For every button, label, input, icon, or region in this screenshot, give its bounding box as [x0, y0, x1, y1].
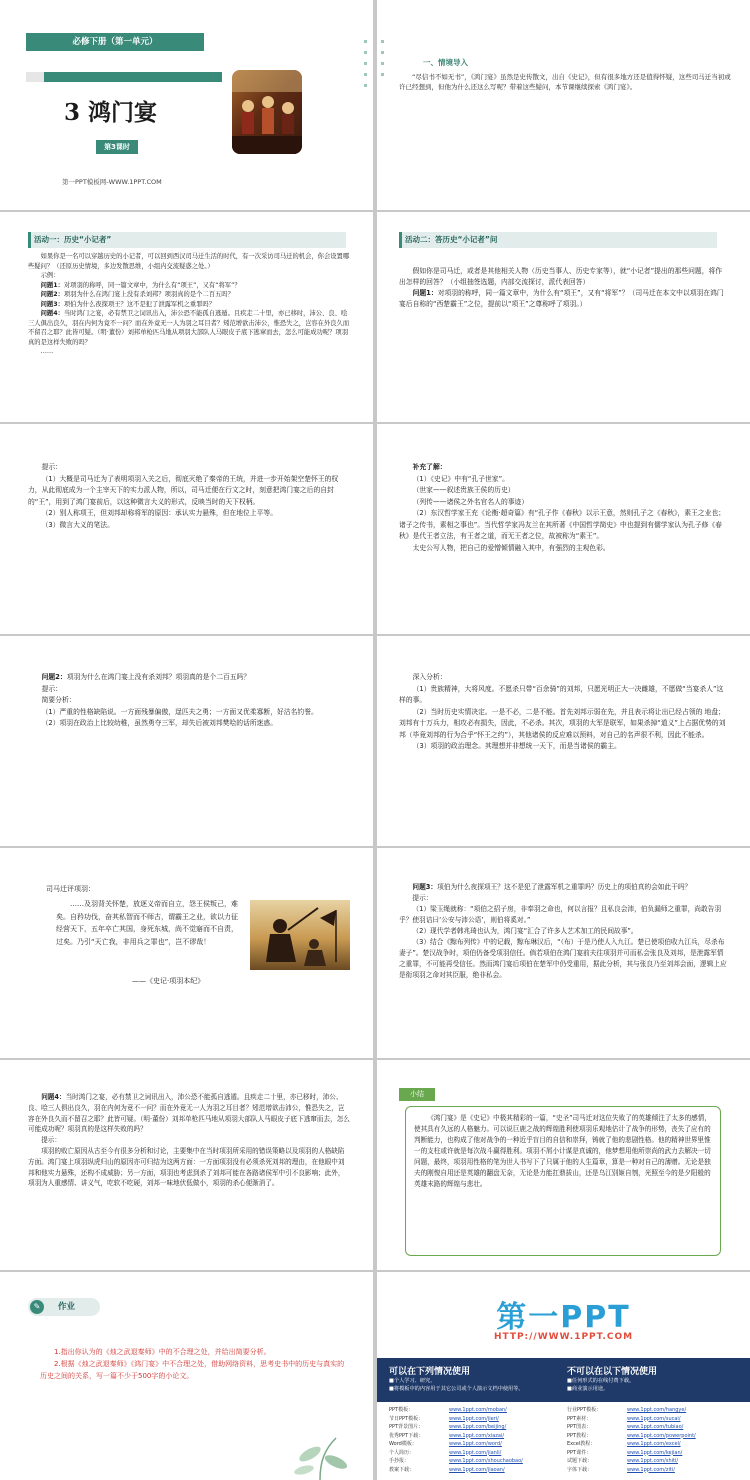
link-label: 字体下载：: [567, 1466, 593, 1473]
homework-icon: ✎: [30, 1300, 44, 1314]
link-label: PPT模板：: [389, 1407, 414, 1413]
links-right-column: [567, 1406, 737, 1474]
link-url[interactable]: www.1ppt.com/xiazai/: [449, 1432, 505, 1439]
slide-question-3: [377, 848, 750, 1058]
left-accent-dots: [381, 40, 384, 160]
supplement-line-3: （列传——诸侯之外名官名人的事迹）: [412, 497, 529, 506]
link-row: [567, 1415, 737, 1424]
hint-point-2: （2）别人称项王，但刘邦却称将军的原因：承认实力悬殊，但在地位上平等。: [41, 509, 278, 517]
link-url[interactable]: www.1ppt.com/shouchaobao/: [449, 1458, 523, 1464]
comment-title: 司马迁评项羽：: [46, 885, 95, 893]
homework-tag: [28, 1298, 100, 1316]
slide-deep-analysis: [377, 636, 750, 846]
hint-point-2: （2）现代学者韩兆琦也认为，鸿门宴“汇合了许多人艺术加工的民间故事”。: [412, 927, 638, 935]
link-url[interactable]: www.1ppt.com/jieri/: [449, 1415, 499, 1422]
activity-header: 活动一：历史“小记者”: [28, 232, 346, 248]
link-row: [567, 1423, 737, 1432]
link-row: [567, 1440, 737, 1449]
answer-paragraph: 项羽的败亡原因从古至今有很多分析和讨论，主要集中在当时项羽所采用的错误策略以及项羽的人格缺陷方面。鸿门宴上项羽纵虎归山的原因亦可归结为这两方面：一方面项羽没有必须杀死刘邦的理由，在他眼中刘邦和他实力悬殊，还构不成威胁；另一方面，项羽也考虑到杀了刘邦可能在各路诸侯军中引不良影响；此外，项羽为人重感情、讲义气，吃软不吃硬，刘邦一味地伏低做小，项羽的杀心便渐消了。: [28, 1146, 345, 1188]
ellipsis: ……: [40, 348, 54, 355]
example-label: 示例：: [40, 272, 60, 279]
hint-body: [28, 462, 351, 531]
slide-question-4: [0, 1060, 373, 1270]
forbidden-column: [567, 1364, 737, 1393]
link-label: PPT课件：: [567, 1449, 592, 1456]
hint-label: 提示：: [41, 1136, 61, 1145]
hint-point-3: （3）微言大义的笔法。: [41, 520, 114, 529]
comment-quote: ……及羽背关怀楚，放逐义帝而自立，怨王侯叛己，难矣。自矜功伐，奋其私智而不师古，谓霸王之业，欲以力征经营天下，五年卒亡其国，身死东城，尚不觉寤而不自责，过矣。乃引“天亡我，非用兵之罪也”，岂不谬哉！: [56, 900, 238, 946]
warrior-silhouette-icon: [250, 900, 350, 970]
hint-label: 提示：: [412, 894, 433, 902]
allowed-item-1: ■个人学习、研究。: [389, 1378, 436, 1384]
hint-point-1: （1）大概是司马迁为了表明项羽入关之后，彻底灭绝了秦帝的王统，并进一步开始架空楚怀王的权力，从此彻底成为一个主宰天下的实力派人物，所以，司马迁便在行文之时，刻意把鸿门宴之后的自封的“王”，用到了鸿门宴前后，以这种微言大义的形式，反映当时的天下权柄。: [28, 474, 339, 506]
side-dots: [364, 40, 368, 160]
link-row: [389, 1457, 559, 1466]
slide-homework: [0, 1272, 373, 1480]
link-label: 教案下载：: [389, 1466, 415, 1473]
banquet-figures-icon: [232, 70, 302, 154]
link-row: [389, 1440, 559, 1449]
slide-intro: [377, 0, 750, 210]
allowed-item-2: ■将模板中的内容用于其它公司或个人演示文档中使用等。: [389, 1386, 524, 1392]
hint-label: 提示：: [41, 684, 62, 693]
link-url[interactable]: www.1ppt.com/hangye/: [627, 1407, 687, 1413]
deep-point-2: （2）当时历史实情决定。一是不必，二是不能。首先刘邦示弱在先，并且表示将让出已经占领的 地盘；刘邦有十万兵力，相攻必有损失，因此，不必杀。其次，项羽的大军是联军，如果杀掉“道义”上占据优势的刘邦（毕竟刘邦的行为合乎“怀王之约”），其他诸侯的反应难以预料，对自己的名声很不利，因此不能杀。: [399, 707, 726, 739]
intro-text: “尽信书不如无书”，《鸿门宴》虽然是史传散文，出自《史记》，但有很多地方还是值得怀疑，这些司马迁当初或许已经想到，但他为什么还这么写呢？带着这些疑问，本节课继续探索《鸿门宴》。: [399, 73, 731, 91]
question-3-body: [399, 882, 728, 981]
hint-point-3: （3）结合《黥布列传》中的记载，黥布琳汉后，“（布）于是乃使人入九江。楚已使项伯收九江兵，尽杀布妻子”。楚汉战争时，项伯仍备受项羽信任。倘若项伯在鸿门宴前夫往项羽并可而私会张良及刘邦，是泄露军情之重罪，不可能再受信任。然而鸿门宴后项伯在楚军中仍受重用，据此分析，其与张良乃至刘邦会面，逻辑上应是衔项羽之命对其臣服，绝非私会。: [399, 938, 727, 979]
cover-painting: [232, 70, 302, 154]
deep-point-1: （1）贵族精神，大将风度。不愿杀只带“百余骑”的刘邦，只愿光明正大一决雌雄，不愿做“当宴杀人”这样的事。: [399, 684, 724, 704]
plant-decoration: [280, 1432, 360, 1480]
hint-label: 提示：: [41, 463, 62, 471]
slide-sima-qian-comment: [0, 848, 373, 1058]
link-row: [389, 1449, 559, 1458]
allowed-column: [389, 1364, 559, 1393]
links-left-column: [389, 1406, 559, 1474]
deep-analysis-body: [399, 672, 728, 753]
slide-license: [377, 1272, 750, 1480]
supplement-body: [399, 462, 728, 554]
link-url[interactable]: www.1ppt.com/jiaoan/: [449, 1466, 505, 1473]
link-label: 个人简历：: [389, 1449, 415, 1456]
answer-1: 问题1：对项羽的称呼，同一篇文章中，为什么有“项王”，又有“将军”？（司马迁在本文中以项羽在鸿门宴后自称的“西楚霸王”之位，提前以“项王”之尊称呼了项羽。）: [399, 289, 724, 308]
link-url[interactable]: www.1ppt.com/kejian/: [627, 1449, 683, 1456]
summary-box: [405, 1106, 721, 1256]
analysis-label: 简要分析：: [41, 696, 76, 704]
volume-banner: 必修下册（第一单元）: [26, 33, 204, 51]
link-label: 手抄报：: [389, 1458, 410, 1464]
question-1: 问题1：对项羽的称呼，同一篇文章中，为什么有“项王”，又有“将军”？: [40, 281, 241, 289]
section-title: 一、情境导入: [423, 58, 468, 67]
slide-summary: [377, 1060, 750, 1270]
homework-item-1: 1.指出你认为的《烛之武退秦师》中的不合理之处，并给出简要分析。: [54, 1348, 271, 1356]
link-url[interactable]: www.1ppt.com/ziti/: [627, 1466, 675, 1473]
link-row: [567, 1449, 737, 1458]
intro-paragraph: 假如你是司马迁，或者是其他相关人物（历史当事人、历史专家等），就“小记者”提出的那些问题，将作出怎样的回答？（小组抽签选题，内部交流探讨，派代表回答）: [399, 267, 723, 286]
links-area: [377, 1402, 750, 1480]
link-label: Word模板：: [389, 1441, 417, 1447]
slide-cover: [0, 0, 373, 210]
question-2: 问题2：项羽为什么在鸿门宴上没有杀刘邦？项羽真的是个二百五吗？: [40, 291, 234, 298]
slide-question-2: [0, 636, 373, 846]
link-label: 试题下载：: [567, 1458, 593, 1464]
link-label: 优秀PPT下载：: [389, 1432, 424, 1439]
question-3: 问题3：项伯为什么夜探项王？这不是犯了泄露军机之重罪吗？: [40, 300, 215, 308]
leaf-icon: [280, 1432, 360, 1480]
link-row: [567, 1466, 737, 1475]
homework-label: 作业: [58, 1302, 76, 1312]
supplement-title: 补充了解：: [412, 463, 447, 471]
link-url[interactable]: www.1ppt.com/tubiao/: [627, 1424, 684, 1430]
link-row: [389, 1406, 559, 1415]
slide-supplement: [377, 424, 750, 634]
summary-tag: 小结: [399, 1088, 435, 1101]
summary-text: 《鸿门宴》是《史记》中极其精彩的一篇，“史圣”司马迁对这位失败了的英雄倾注了太多的感情，使其具有久远的人格魅力。可以说巨鹿之战的辉煌胜利使项羽乐观地估计了战争的形势，丧失了应有的判断能力，也构成了他对战争的一种近乎盲目的自信和崇拜，铸就了他的悲剧性格。他的精神世界里惟一的支柱或许就是每次战斗赢得胜利。项羽不屑小计谋是真诚的，他梦想用他所崇尚的武力去解决一切问题，最终，项羽用性格的笔为世人书写下了只属于他的人生篇章，算是一种对自己的薄赠。无论是独夫的刚愎自用还是英雄的翻盘无奈，无论是力能扛鼎拔山，还是乌江别姬自刎，光照至今的是夕阳般的英雄末路的辉煌与悲壮。: [414, 1114, 711, 1188]
link-row: [567, 1406, 737, 1415]
intro-paragraph: 如果你是一名可以穿越历史的小记者，可以回到西汉司马迁生活的时代，有一次采访司马迁的机会，你会设置哪些疑问？（还原历史情境，多边发散思维，小组内交流疑惑之处。）: [28, 253, 350, 270]
activity-2-body: [399, 266, 728, 310]
supplement-line-5: 太史公写人物，把自己的爱憎倾情融入其中，有强烈的主观色彩。: [412, 543, 610, 552]
analysis-point-1: （1）严重的性格缺陷说。一方面残暴偏傲，逞匹夫之勇；一方面又优柔寡断，好沽名钓誉。: [41, 707, 318, 716]
link-row: [389, 1423, 559, 1432]
forbidden-item-1: ■任何形式的在线付费下载。: [567, 1378, 635, 1384]
supplement-line-2: （世家——叙述贵族王侯的历史）: [412, 486, 515, 494]
link-row: [389, 1466, 559, 1475]
link-row: [389, 1415, 559, 1424]
forbidden-item-2: ■商业演示用途。: [567, 1386, 609, 1392]
battle-painting: [250, 900, 350, 970]
homework-list: [40, 1346, 351, 1382]
link-url[interactable]: www.1ppt.com/shiti/: [627, 1458, 679, 1464]
analysis-point-2: （2）项羽在政治上比较幼稚，虽然勇夺三军，却失后被刘邦樊哙的话所迷惑。: [41, 719, 278, 727]
link-label: PPT图表：: [567, 1424, 592, 1430]
link-row: [389, 1432, 559, 1441]
homework-item-2: 2.根据《烛之武退秦师》《鸿门宴》中不合理之处，借助网络资料，思考史书中的历史与真实的历史之间的关系，写一篇不少于500字的小论文。: [40, 1360, 345, 1380]
site-logo: 第一PPT: [496, 1300, 631, 1335]
link-row: [567, 1432, 737, 1441]
green-ribbon: [26, 72, 222, 82]
lesson-title: 3 鸿门宴: [64, 99, 158, 126]
site-url: HTTP://WWW.1PPT.COM: [493, 1332, 634, 1342]
slide-activity-2: [377, 212, 750, 422]
link-url[interactable]: www.1ppt.com/sucai/: [627, 1415, 681, 1422]
link-url[interactable]: www.1ppt.com/powerpoint/: [627, 1432, 696, 1439]
forbidden-title: 不可以在以下情况使用: [567, 1367, 658, 1377]
link-label: 节日PPT模板：: [389, 1415, 424, 1422]
comment-source: ——《史记·项羽本纪》: [132, 977, 205, 985]
hint-point-1: （1）梁玉绳就称：“项伯之招子房，非奉羽之命也，何以言报？且私良会沛，伯负漏师之重罪，尚敢告羽乎？使羽诘曰‘公安与沛公语’，则伯将奚对。”: [399, 905, 722, 924]
question-4-body: [28, 1092, 351, 1189]
link-label: PPT教程：: [567, 1432, 592, 1439]
link-label: Excel教程：: [567, 1441, 596, 1447]
red-ribbon-left: [26, 72, 44, 82]
supplement-line-1: （1）《史记》中有“孔子世家”。: [412, 474, 509, 483]
link-url[interactable]: www.1ppt.com/moban/: [449, 1407, 507, 1413]
link-label: PPT背景图片：: [389, 1424, 424, 1430]
slide-activity-1: [0, 212, 373, 422]
supplement-line-4: （2）东汉哲学家王充《论衡·超奇篇》有“孔子作《春秋》以示王意，然则孔子之《春秋》，素王之业也；诸子之传书，素相之事也”。当代哲学家冯友兰在其所著《中国哲学简史》中也提到有儒学家认为孔子修《春秋》是代王者立法，有王者之道，而无王者之位，故被称为“素王”。: [399, 509, 726, 540]
link-row: [567, 1457, 737, 1466]
link-url[interactable]: www.1ppt.com/jianli/: [449, 1449, 502, 1456]
slide-hint-1: [0, 424, 373, 634]
lesson-number-badge: 第3课时: [96, 140, 138, 154]
link-url[interactable]: www.1ppt.com/word/: [449, 1441, 502, 1447]
deep-label: 深入分析：: [412, 673, 447, 681]
activity-header: 活动二：答历史“小记者”问: [399, 232, 717, 248]
link-url[interactable]: www.1ppt.com/beijing/: [449, 1424, 507, 1430]
activity-1-body: [28, 252, 351, 357]
deep-point-3: （3）项羽的政治理念。其理想并非想统一天下，而是当诸侯的霸主。: [412, 742, 621, 750]
link-label: PPT素材：: [567, 1415, 592, 1422]
question-4: 问题4：当时鸿门之宴，必有禁卫之词讯出入，沛公恐不能孤自逃遁。且疾走二十里，亦已移时，沛公、良、哙三人俱出良久，羽在内何为竟不一问？而在外竟无一人为羽之耳目者？矧范增欲击沛公，惟恐失之，岂容在外良久而不留召之耶？此皆可疑。（明·董份）刘邦单枪匹马地从项羽大部队人马眼皮子底下逃窜而去，怎么可能成功呢？项羽真的是这样失败的吗？: [28, 310, 350, 346]
question-2-body: [28, 672, 351, 730]
link-label: 行业PPT模板：: [567, 1407, 602, 1413]
question-3-line: 问题3：项伯为什么夜探项王？这不是犯了泄露军机之重罪吗？历史上的项伯真的会如此干吗？: [412, 883, 692, 891]
allowed-title: 可以在下列情况使用: [389, 1367, 471, 1377]
link-url[interactable]: www.1ppt.com/excel/: [627, 1441, 681, 1447]
question-4-line: 问题4：当时鸿门之宴，必有禁卫之词讯出入，沛公恐不能孤自逃遁。且疾走二十里，亦已移时，沛公、良、哙三人俱出良久，羽在内何为竟不一问？而在外竟无一人为羽之耳目者？矧范增欲击沛公，惟恐失之，岂容在外良久而不留召之耶？此皆可疑。（明·董份）刘邦单枪匹马地从项羽大部队人马眼皮子底下逃窜而去，怎么可能成功呢？项羽真的是这样失败的吗？: [28, 1093, 350, 1134]
watermark: 第一PPT模板网-WWW.1PPT.COM: [62, 178, 162, 186]
question-2-line: 问题2：项羽为什么在鸿门宴上没有杀刘邦？项羽真的是个二百五吗？: [41, 673, 251, 681]
